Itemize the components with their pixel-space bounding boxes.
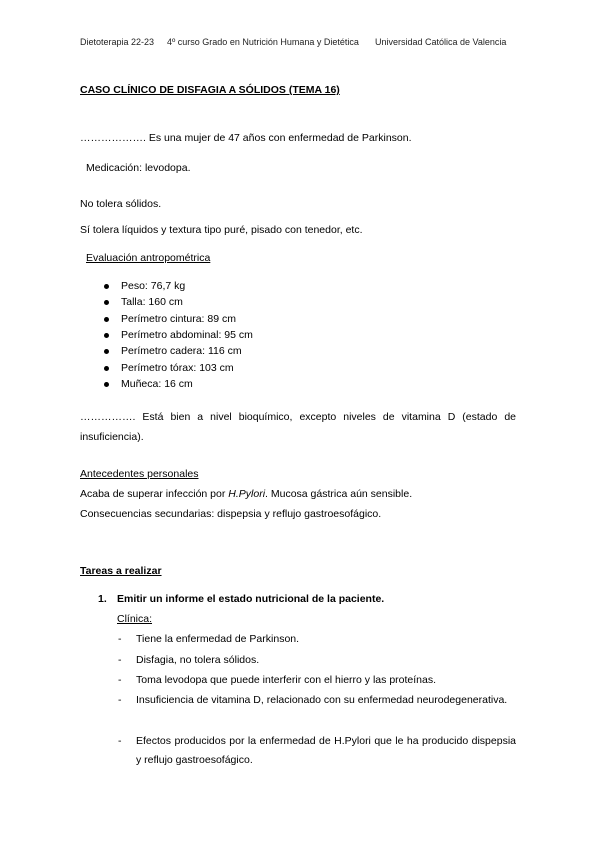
- history-heading: Antecedentes personales: [80, 468, 199, 480]
- clinic-heading: Clínica:: [117, 613, 153, 625]
- tolerate-line: Sí tolera líquidos y textura tipo puré, pisado con tenedor, etc.: [80, 224, 363, 236]
- list-item: Perímetro cadera: 116 cm: [121, 345, 242, 357]
- dash-marker: -: [118, 694, 122, 706]
- list-item: Insuficiencia de vitamina D, relacionado con su enfermedad neurodegenerativa.: [136, 694, 508, 706]
- bullet-icon: [104, 300, 109, 305]
- list-item: Perímetro tórax: 103 cm: [121, 362, 234, 374]
- list-item: Peso: 76,7 kg: [121, 280, 186, 292]
- bullet-icon: [104, 284, 109, 289]
- list-item: Muñeca: 16 cm: [121, 378, 193, 390]
- biochem-line-2: insuficiencia).: [80, 431, 144, 443]
- list-item: Efectos producidos por la enfermedad de H.Pylori que le ha producido dispepsia y reflujo gastroesofágico.: [136, 735, 516, 766]
- task-title: Emitir un informe el estado nutricional de la paciente.: [117, 593, 385, 605]
- intro-line: ………………. Es una mujer de 47 años con enfermedad de Parkinson.: [80, 132, 412, 144]
- history-line-2: Consecuencias secundarias: dispepsia y reflujo gastroesofágico.: [80, 508, 382, 520]
- page-title: CASO CLÍNICO DE DISFAGIA A SÓLIDOS (TEMA 16): [80, 84, 340, 96]
- list-item: Perímetro abdominal: 95 cm: [121, 329, 253, 341]
- bullet-icon: [104, 333, 109, 338]
- list-item: Disfagia, no tolera sólidos.: [136, 654, 260, 666]
- header-program: 4º curso Grado en Nutrición Humana y Dietética: [167, 37, 359, 47]
- bullet-icon: [104, 366, 109, 371]
- medication-line: Medicación: levodopa.: [86, 162, 191, 174]
- dash-marker: -: [118, 654, 122, 666]
- history-text-b: . Mucosa gástrica aún sensible.: [265, 488, 413, 500]
- dash-marker: -: [118, 674, 122, 686]
- bullet-icon: [104, 317, 109, 322]
- bullet-icon: [104, 349, 109, 354]
- list-item: Tiene la enfermedad de Parkinson.: [136, 633, 300, 645]
- list-item: Perímetro cintura: 89 cm: [121, 313, 236, 325]
- anthropometry-heading: Evaluación antropométrica: [86, 252, 211, 264]
- header-university: Universidad Católica de Valencia: [375, 37, 507, 47]
- tasks-heading: Tareas a realizar: [80, 565, 162, 577]
- task-number: 1.: [98, 593, 107, 605]
- dash-marker: -: [118, 735, 122, 747]
- history-line-1: [80, 488, 412, 501]
- pathogen-name: H.Pylori: [228, 488, 266, 500]
- header-course: Dietoterapia 22-23: [80, 37, 155, 47]
- list-item: Talla: 160 cm: [121, 296, 183, 308]
- list-item: Toma levodopa que puede interferir con el hierro y las proteínas.: [136, 674, 437, 686]
- dash-marker: -: [118, 633, 122, 645]
- bullet-icon: [104, 382, 109, 387]
- no-tolerate-line: No tolera sólidos.: [80, 198, 162, 210]
- history-text-a: Acaba de superar infección por: [80, 488, 229, 500]
- biochem-line: ……………. Está bien a nivel bioquímico, excepto niveles de vitamina D (estado de: [80, 411, 516, 423]
